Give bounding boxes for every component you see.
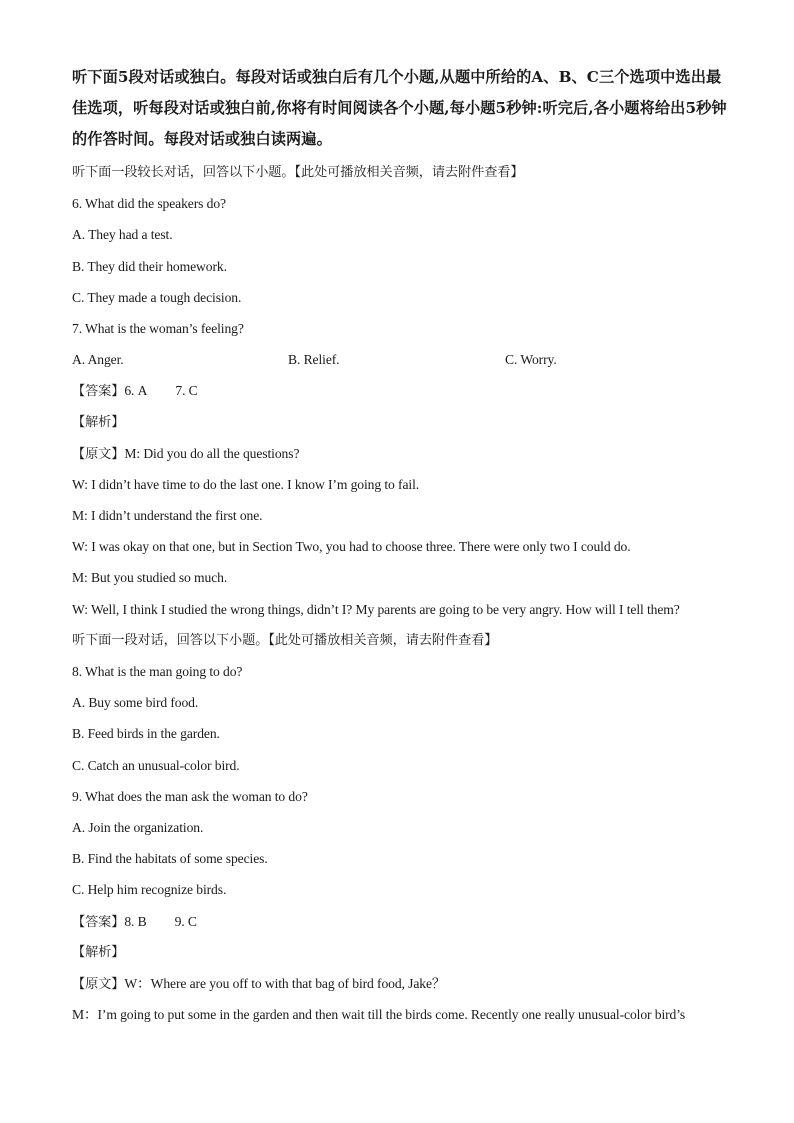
q8-option-a: A. Buy some bird food. xyxy=(72,695,199,711)
q9-option-a: A. Join the organization. xyxy=(72,819,204,835)
q9-option-c: C. Help him recognize birds. xyxy=(72,882,227,898)
question-8: 8. What is the man going to do? xyxy=(72,664,243,679)
analysis-label-1: 【解析】 xyxy=(72,414,125,430)
answer-7: 7. C xyxy=(175,383,198,399)
q7-option-c: C. Worry. xyxy=(505,352,557,368)
section-intro-2: 听下面一段对话，回答以下小题。【此处可播放相关音频，请去附件查看】 xyxy=(72,632,498,648)
transcript-line: M: I didn’t understand the first one. xyxy=(72,508,263,524)
transcript-line xyxy=(72,968,732,999)
q7-option-b: B. Relief. xyxy=(288,352,340,368)
question-7: 7. What is the woman’s feeling? xyxy=(72,320,244,336)
transcript-text: M: Did you do all the questions? xyxy=(124,445,300,461)
answer-9: 9. C xyxy=(174,913,197,929)
document-page xyxy=(72,62,732,1030)
q9-option-b: B. Find the habitats of some species. xyxy=(72,851,268,867)
q6-option-c: C. They made a tough decision. xyxy=(72,289,242,305)
section-intro-1: 听下面一段较长对话，回答以下小题。【此处可播放相关音频，请去附件查看】 xyxy=(72,165,524,180)
transcript-line: W: I was okay on that one, but in Section Two, you had to choose three. There were only two I could do. xyxy=(72,539,631,555)
transcript-label: 【原文】 xyxy=(72,976,125,992)
analysis-label-2: 【解析】 xyxy=(72,944,125,960)
question-6: 6. What did the speakers do? xyxy=(72,196,226,212)
q8-option-c: C. Catch an unusual-color bird. xyxy=(72,757,240,773)
answer-label: 【答案】 xyxy=(72,384,125,400)
answer-line-1 xyxy=(72,375,732,406)
q7-options xyxy=(72,344,732,375)
q6-option-b: B. They did their homework. xyxy=(72,258,227,274)
transcript-line: W: Well, I think I studied the wrong things, didn’t I? My parents are going to be very angry. How will I tell them? xyxy=(72,601,680,617)
listening-instructions: 听下面5段对话或独白。每段对话或独白后有几个小题,从题中所给的A、B、C三个选项中选出最佳选项，听每段对话或独白前,你将有时间阅读各个小题,每小题5秒钟:听完后,各小题将给出5秒钟的作答时间。每段对话或独白读两遍。 xyxy=(72,68,727,148)
transcript-label: 【原文】 xyxy=(72,446,125,462)
transcript-line xyxy=(72,438,732,469)
transcript-line: M：I’m going to put some in the garden and then wait till the birds come. Recently one really unusual-color bird’s xyxy=(72,1007,686,1023)
transcript-line: W: I didn’t have time to do the last one. I know I’m going to fail. xyxy=(72,476,420,492)
question-9: 9. What does the man ask the woman to do? xyxy=(72,788,308,804)
transcript-text: W：Where are you off to with that bag of bird food, Jake？ xyxy=(124,975,446,991)
q6-option-a: A. They had a test. xyxy=(72,227,173,243)
q8-option-b: B. Feed birds in the garden. xyxy=(72,726,220,742)
transcript-line: M: But you studied so much. xyxy=(72,570,228,586)
answer-6: 6. A xyxy=(124,383,148,399)
answer-label: 【答案】 xyxy=(72,914,125,930)
answer-line-2 xyxy=(72,906,732,937)
q7-option-a: A. Anger. xyxy=(72,352,124,368)
answer-8: 8. B xyxy=(124,913,147,929)
